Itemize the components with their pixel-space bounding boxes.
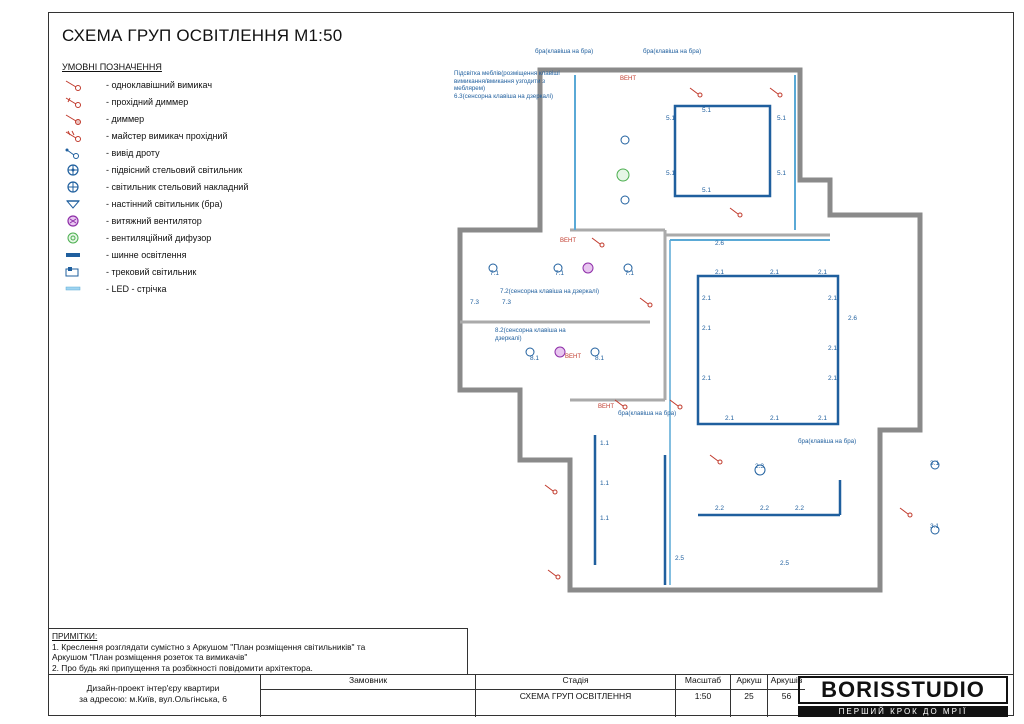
svg-text:5.1: 5.1 bbox=[666, 170, 676, 177]
studio-logo bbox=[798, 676, 1008, 717]
address-line: за адресою: м.Київ, вул.Ольгінська, 6 bbox=[79, 694, 227, 704]
legend-label: - трековий світильник bbox=[106, 266, 197, 277]
sheet-cell bbox=[730, 675, 767, 717]
note-line: 2. Про будь які припущення та розбіжності повідомити архітектора. bbox=[52, 662, 313, 673]
svg-text:2.1: 2.1 bbox=[818, 269, 828, 276]
legend-label: - витяжний вентилятор bbox=[106, 215, 202, 226]
legend-label: - одноклавішний вимикач bbox=[106, 79, 213, 90]
svg-text:2.1: 2.1 bbox=[702, 295, 712, 302]
svg-text:2.1: 2.1 bbox=[715, 269, 725, 276]
customer-label: Замовник bbox=[348, 675, 388, 685]
master-switch-icon bbox=[62, 129, 102, 143]
surface-ceiling-lamp-icon bbox=[62, 180, 102, 194]
track-spot-icon bbox=[62, 265, 102, 279]
legend-row bbox=[62, 161, 322, 178]
svg-text:7.1: 7.1 bbox=[555, 270, 565, 277]
svg-text:7.3: 7.3 bbox=[502, 299, 512, 306]
svg-text:1.1: 1.1 bbox=[600, 480, 610, 487]
svg-text:3.1: 3.1 bbox=[930, 523, 940, 530]
svg-text:5.1: 5.1 bbox=[777, 115, 787, 122]
svg-text:2.2: 2.2 bbox=[715, 505, 725, 512]
legend-label: - диммер bbox=[106, 113, 145, 124]
furniture-lighting-note: Підсвітка меблів(розміщення клавіші вимикання/вмикання узгодити з меблярем) bbox=[454, 70, 560, 92]
sheets-label: Аркушів bbox=[770, 675, 803, 685]
legend-heading: УМОВНІ ПОЗНАЧЕННЯ bbox=[62, 62, 162, 72]
legend-row bbox=[62, 263, 322, 280]
legend-label: - шинне освітлення bbox=[106, 249, 187, 260]
stage-cell bbox=[475, 675, 675, 717]
svg-text:8.1: 8.1 bbox=[595, 355, 605, 362]
exhaust-fan-icon bbox=[62, 214, 102, 228]
stage-label: Стадія bbox=[562, 675, 589, 685]
svg-text:2.1: 2.1 bbox=[770, 415, 780, 422]
sensor-note: 7.2(сенсорна клавіша на дзеркалі) bbox=[500, 288, 600, 295]
svg-text:2.1: 2.1 bbox=[828, 345, 838, 352]
note-line: Аркушом "План розміщення розеток та вимикачів" bbox=[52, 652, 248, 662]
bra-label: бра(клавіша на бра) bbox=[643, 48, 702, 55]
svg-text:1.1: 1.1 bbox=[600, 515, 610, 522]
sheet-value: 25 bbox=[744, 691, 754, 701]
svg-text:2.5: 2.5 bbox=[780, 560, 790, 567]
bra-label: бра(клавіша на бра) bbox=[535, 48, 594, 55]
bra-label: бра(клавіша на бра) bbox=[798, 438, 857, 445]
legend-row bbox=[62, 212, 322, 229]
legend-row bbox=[62, 229, 322, 246]
note-line: 1. Креслення розглядати сумістно з Аркушом "План розміщення світильників" та bbox=[52, 641, 366, 652]
svg-text:2.1: 2.1 bbox=[770, 269, 780, 276]
legend-label: - настінний світильник (бра) bbox=[106, 198, 223, 209]
project-address bbox=[48, 683, 258, 705]
legend-row bbox=[62, 280, 322, 297]
svg-text:7.1: 7.1 bbox=[625, 270, 635, 277]
stage-value: СХЕМА ГРУП ОСВІТЛЕННЯ bbox=[519, 691, 632, 701]
project-line: Дизайн-проект інтер'єру квартири bbox=[86, 683, 220, 693]
logo-slogan: ПЕРШИЙ КРОК ДО МРІЇ bbox=[798, 706, 1008, 717]
customer-cell bbox=[260, 675, 475, 717]
notes-box bbox=[48, 628, 468, 674]
vent-diffuser-icon bbox=[62, 231, 102, 245]
svg-text:2.5: 2.5 bbox=[675, 555, 685, 562]
legend-row bbox=[62, 93, 322, 110]
vent-label: ВЕНТ bbox=[565, 354, 582, 360]
vent-label: ВЕНТ bbox=[598, 404, 615, 410]
svg-text:5.1: 5.1 bbox=[777, 170, 787, 177]
wire-outlet-icon bbox=[62, 146, 102, 160]
svg-text:2.2: 2.2 bbox=[760, 505, 770, 512]
sheet-label: Аркуш bbox=[736, 675, 762, 685]
legend-label: - вентиляційний дифузор bbox=[106, 232, 212, 243]
sensor-note: 8.2(сенсорна клавіша на дзеркалі) bbox=[495, 327, 566, 342]
svg-text:5.1: 5.1 bbox=[666, 115, 676, 122]
svg-text:2.6: 2.6 bbox=[715, 240, 725, 247]
scale-cell bbox=[675, 675, 730, 717]
legend bbox=[62, 76, 322, 297]
legend-label: - вивід дроту bbox=[106, 147, 160, 158]
legend-label: - прохідний диммер bbox=[106, 96, 189, 107]
legend-label: - світильник стельовий накладний bbox=[106, 181, 249, 192]
legend-row bbox=[62, 195, 322, 212]
vent-label: ВЕНТ bbox=[560, 238, 577, 244]
legend-row bbox=[62, 76, 322, 93]
legend-label: - LED - стрічка bbox=[106, 283, 167, 294]
sensor-note: 6.3(сенсорна клавіша на дзеркалі) bbox=[454, 92, 554, 100]
bedroom-led-contour bbox=[675, 106, 770, 196]
svg-text:2.1: 2.1 bbox=[702, 325, 712, 332]
legend-label: - підвісний стельовий світильник bbox=[106, 164, 243, 175]
svg-text:2.1: 2.1 bbox=[725, 415, 735, 422]
legend-row bbox=[62, 110, 322, 127]
pass-dimmer-icon bbox=[62, 95, 102, 109]
notes-heading: ПРИМІТКИ: bbox=[52, 631, 98, 641]
svg-text:2.1: 2.1 bbox=[818, 415, 828, 422]
dimmer-icon bbox=[62, 112, 102, 126]
scale-label: Масштаб bbox=[684, 675, 722, 685]
sheets-value: 56 bbox=[781, 691, 792, 701]
svg-text:2.1: 2.1 bbox=[828, 295, 838, 302]
track-rail-icon bbox=[62, 248, 102, 262]
legend-row bbox=[62, 246, 322, 263]
svg-text:5.1: 5.1 bbox=[702, 107, 712, 114]
vent-label: ВЕНТ bbox=[620, 76, 637, 82]
logo-wordmark: BORISSTUDIO bbox=[798, 676, 1008, 704]
svg-text:8.1: 8.1 bbox=[530, 355, 540, 362]
svg-text:7.1: 7.1 bbox=[490, 270, 500, 277]
legend-label: - майстер вимикач прохідний bbox=[106, 130, 228, 141]
svg-text:2.1: 2.1 bbox=[702, 375, 712, 382]
single-switch-icon bbox=[62, 78, 102, 92]
svg-text:7.3: 7.3 bbox=[470, 299, 480, 306]
scale-value: 1:50 bbox=[694, 691, 712, 701]
legend-row bbox=[62, 178, 322, 195]
svg-text:3.1: 3.1 bbox=[930, 460, 940, 467]
legend-row bbox=[62, 127, 322, 144]
living-led-contour bbox=[698, 276, 838, 424]
svg-text:1.1: 1.1 bbox=[600, 440, 610, 447]
legend-row bbox=[62, 144, 322, 161]
title-block bbox=[48, 674, 1014, 716]
wall-sconce-icon bbox=[62, 197, 102, 211]
led-strip-icon bbox=[62, 282, 102, 296]
drawing-title: СХЕМА ГРУП ОСВІТЛЕННЯ М1:50 bbox=[62, 26, 343, 45]
svg-text:2.3: 2.3 bbox=[755, 463, 765, 470]
floor-plan bbox=[440, 40, 980, 615]
pendant-lamp-icon bbox=[62, 163, 102, 177]
svg-text:2.1: 2.1 bbox=[828, 375, 838, 382]
svg-text:2.2: 2.2 bbox=[795, 505, 805, 512]
svg-text:5.1: 5.1 bbox=[702, 187, 712, 194]
bra-label: бра(клавіша на бра) bbox=[618, 410, 677, 417]
svg-text:2.6: 2.6 bbox=[848, 315, 858, 322]
